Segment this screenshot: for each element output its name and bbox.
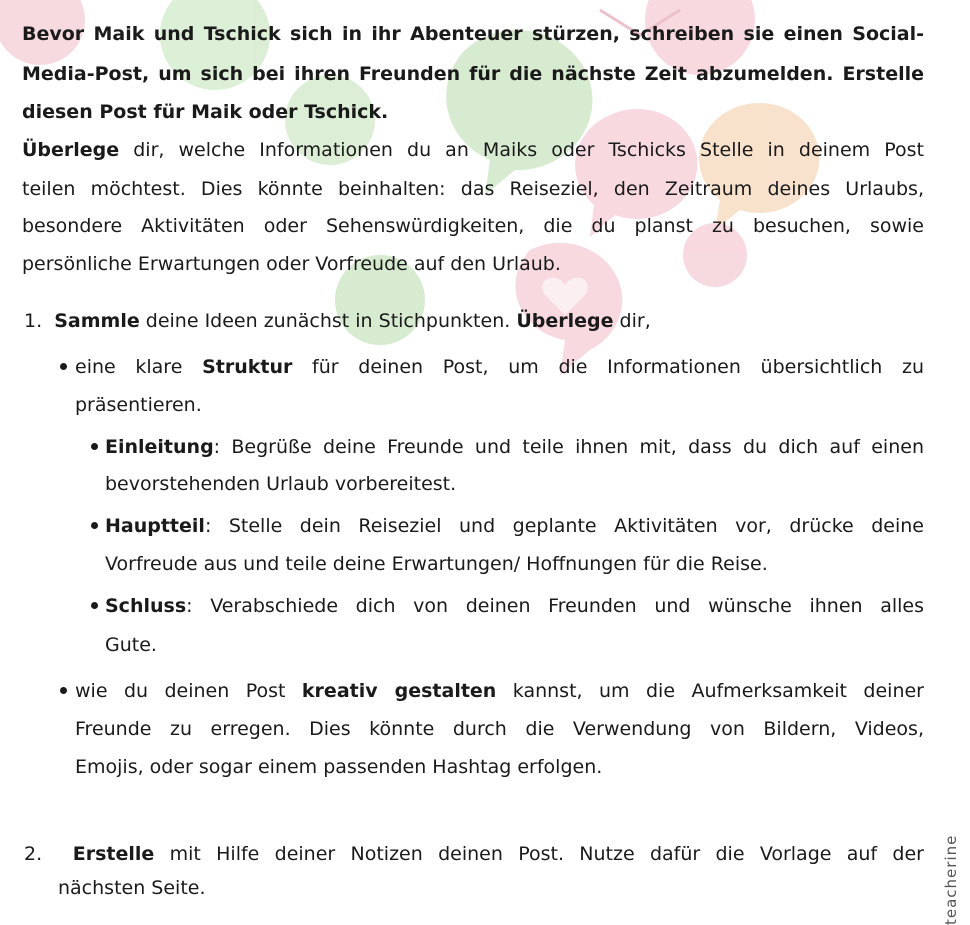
para-line-1-text: dir, welche Informationen du an Maiks oder Tschicks Stelle in deinem Post — [119, 139, 924, 161]
intro-line-3: diesen Post für Maik oder Tschick. — [22, 101, 389, 123]
sub-bullet-einleitung — [91, 443, 98, 450]
schluss-text: : Verabschiede dich von deinen Freunden und wünsche ihnen alles — [186, 595, 924, 617]
sub-bullet-schluss — [91, 602, 98, 609]
bullet-1-text-b: für deinen Post, um die Informationen übersichtlich zu — [292, 356, 924, 378]
task-2-line-1 — [24, 842, 924, 866]
keyword-einleitung: Einleitung — [105, 436, 214, 458]
bullet-1-line-2: präsentieren. — [75, 394, 202, 416]
bullet-2-text-b: kannst, um die Aufmerksamkeit deiner — [496, 680, 924, 702]
para-line-2: teilen möchtest. Dies könnte beinhalten: das Reiseziel, den Zeitraum deines Urlaubs, — [22, 178, 924, 200]
keyword-erstelle: Erstelle — [72, 843, 155, 865]
para-line-1 — [22, 138, 924, 162]
bullet-2-line-3: Emojis, oder sogar einem passenden Hashtag erfolgen. — [75, 756, 603, 778]
einleitung-text: : Begrüße deine Freunde und teile ihnen mit, dass du dich auf einen — [213, 436, 924, 458]
hauptteil-line-2: Vorfreude aus und teile deine Erwartungen/ Hoffnungen für die Reise. — [105, 553, 768, 575]
task-2-text: mit Hilfe deiner Notizen deinen Post. Nutze dafür die Vorlage auf der — [154, 843, 924, 865]
intro-line-2: Media-Post, um sich bei ihren Freunden für die nächste Zeit abzumelden. Erstelle — [22, 63, 924, 85]
keyword-struktur: Struktur — [202, 356, 293, 378]
hauptteil-line-1 — [105, 514, 924, 538]
bullet-2-text-a: wie du deinen Post — [75, 680, 302, 702]
bullet-1-line-1 — [75, 355, 924, 379]
einleitung-line-2: bevorstehenden Urlaub vorbereitest. — [105, 473, 457, 495]
para-line-3: besondere Aktivitäten oder Sehenswürdigkeiten, die du planst zu besuchen, sowie — [22, 215, 924, 237]
intro-line-1: Bevor Maik und Tschick sich in ihr Abenteuer stürzen, schreiben sie einen Social- — [22, 23, 924, 45]
sub-bullet-hauptteil — [91, 522, 98, 529]
keyword-kreativ-gestalten: kreativ gestalten — [301, 680, 497, 702]
schluss-line-1 — [105, 594, 924, 618]
task-1-text-a: deine Ideen zunächst in Stichpunkten. — [139, 310, 517, 332]
task-1-text-b: dir, — [613, 310, 651, 332]
hauptteil-text: : Stelle dein Reiseziel und geplante Aktivitäten vor, drücke deine — [204, 515, 924, 537]
keyword-hauptteil: Hauptteil — [105, 515, 205, 537]
bullet-2 — [60, 687, 67, 694]
task-1-number: 1. — [24, 310, 43, 332]
task-1-line — [24, 309, 651, 333]
para-line-4: persönliche Erwartungen oder Vorfreude auf den Urlaub. — [22, 253, 561, 275]
keyword-sammle: Sammle — [54, 310, 140, 332]
einleitung-line-1 — [105, 435, 924, 459]
task-2-number: 2. — [24, 843, 43, 865]
task-2-line-2: nächsten Seite. — [58, 877, 206, 899]
schluss-line-2: Gute. — [105, 634, 157, 656]
keyword-schluss: Schluss — [105, 595, 187, 617]
bullet-1 — [60, 363, 67, 370]
bullet-2-line-1 — [75, 679, 924, 703]
keyword-ueberlege-2: Überlege — [516, 310, 614, 332]
bullet-1-text-a: eine klare — [75, 356, 203, 378]
watermark-teacherine: teacherine — [942, 834, 960, 925]
keyword-ueberlege: Überlege — [22, 139, 120, 161]
bullet-2-line-2: Freunde zu erregen. Dies könnte durch die Verwendung von Bildern, Videos, — [75, 718, 924, 740]
